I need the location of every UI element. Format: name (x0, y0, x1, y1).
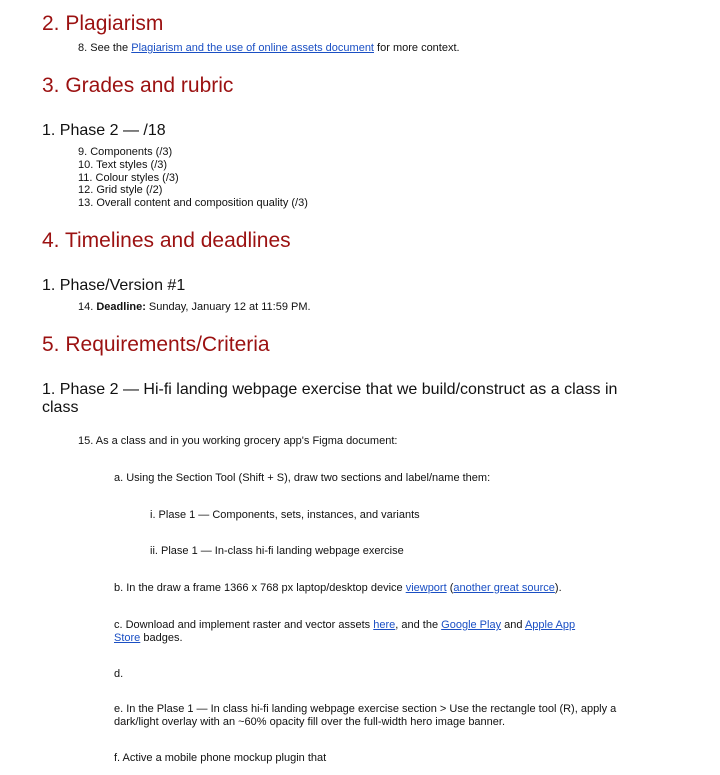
rubric-item: 12. Grid style (/2) (78, 184, 163, 196)
deadline-label: Deadline: (96, 301, 146, 313)
google-play-link[interactable]: Google Play (441, 619, 502, 631)
item-b-text: b. In the draw a frame 1366 x 768 px laptop/desktop device (114, 582, 406, 594)
rubric-item: 11. Colour styles (/3) (78, 172, 179, 184)
item-c-mid2: and (501, 619, 525, 631)
item-text-post: for more context. (374, 42, 460, 54)
item-number: 14. (78, 301, 94, 313)
requirement-item-c (114, 619, 594, 645)
requirement-item-a-i: i. Plase 1 — Components, sets, instances, and variants (150, 509, 420, 521)
deadline-value: Sunday, January 12 at 11:59 PM. (145, 301, 311, 313)
requirement-item-d: d. (114, 668, 124, 680)
item-c-text: c. Download and implement raster and vector assets (114, 619, 374, 631)
item-c-post: badges. (140, 632, 183, 644)
plagiarism-heading: 2. Plagiarism (42, 12, 164, 35)
rubric-item: 13. Overall content and composition quality (/3) (78, 197, 308, 209)
plagiarism-document-link[interactable]: Plagiarism and the use of online assets document (131, 42, 374, 54)
requirement-item-b (114, 582, 562, 595)
item-number: 8. (78, 42, 88, 54)
timelines-phase-heading: 1. Phase/Version #1 (42, 277, 186, 294)
grades-phase-heading: 1. Phase 2 — /18 (42, 122, 166, 139)
item-c-mid1: , and the (395, 619, 442, 631)
apple-app-store-link[interactable]: Apple App Store (114, 619, 576, 644)
item-b-post: ). (554, 582, 562, 594)
item-text-pre: See the (90, 42, 132, 54)
requirements-phase-heading: 1. Phase 2 — Hi-fi landing webpage exercise that we build/construct as a class in class (42, 381, 618, 416)
plagiarism-item (78, 42, 460, 55)
assets-here-link[interactable]: here (373, 619, 396, 631)
requirement-item-a-ii: ii. Plase 1 — In-class hi-fi landing webpage exercise (150, 545, 404, 557)
requirements-heading: 5. Requirements/Criteria (42, 333, 270, 356)
requirement-item-a: a. Using the Section Tool (Shift + S), draw two sections and label/name them: (114, 472, 491, 484)
requirement-item-15: 15. As a class and in you working grocery app's Figma document: (78, 435, 398, 447)
grades-heading: 3. Grades and rubric (42, 74, 234, 97)
viewport-link[interactable]: viewport (405, 582, 447, 594)
timelines-heading: 4. Timelines and deadlines (42, 229, 291, 252)
requirement-item-e: e. In the Plase 1 — In class hi-fi landing webpage exercise section > Use the rectangle tool (R), apply a dark/light overlay with an ~60% opacity fill over the full-width hero image banner. (114, 703, 617, 728)
item-b-mid: ( (446, 582, 454, 594)
deadline-item (78, 301, 311, 314)
rubric-item: 9. Components (/3) (78, 146, 173, 158)
rubric-item: 10. Text styles (/3) (78, 159, 168, 171)
requirement-item-f: f. Active a mobile phone mockup plugin that (114, 752, 327, 764)
another-great-source-link[interactable]: another great source (453, 582, 555, 594)
